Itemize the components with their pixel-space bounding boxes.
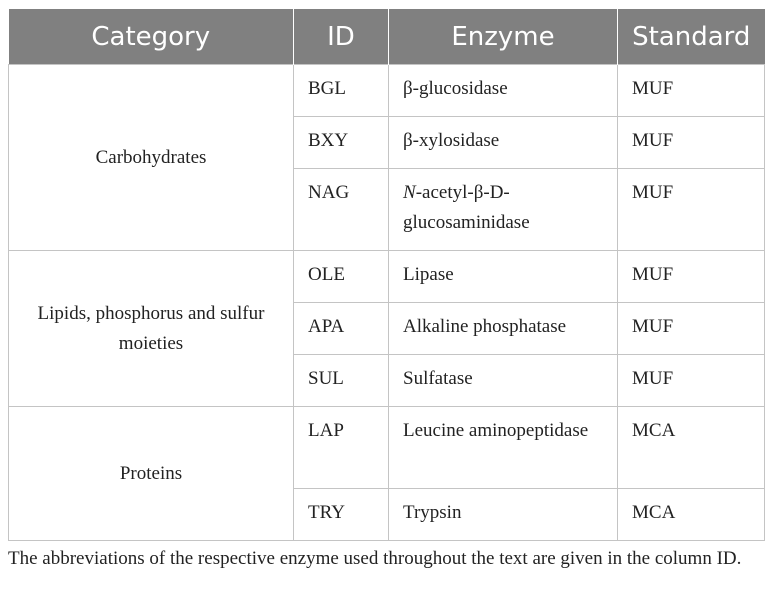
header-id: ID <box>294 9 389 65</box>
enzyme-cell: β-glucosidase <box>389 65 618 117</box>
id-cell: NAG <box>294 169 389 251</box>
table-row <box>9 65 765 117</box>
enzyme-cell: β-xylosidase <box>389 117 618 169</box>
standard-cell: MUF <box>618 303 765 355</box>
header-category: Category <box>9 9 294 65</box>
category-cell-lipids: Lipids, phosphorus and sulfur moieties <box>9 251 294 407</box>
id-cell: TRY <box>294 489 389 541</box>
id-cell: BXY <box>294 117 389 169</box>
enzyme-name: -acetyl-β-D-glucosaminidase <box>403 182 530 233</box>
id-cell: APA <box>294 303 389 355</box>
standard-cell: MUF <box>618 65 765 117</box>
id-cell: BGL <box>294 65 389 117</box>
standard-cell: MUF <box>618 251 765 303</box>
enzyme-italic-prefix: N <box>403 182 416 203</box>
table-row <box>9 407 765 489</box>
standard-cell: MUF <box>618 355 765 407</box>
id-cell: SUL <box>294 355 389 407</box>
standard-cell: MUF <box>618 169 765 251</box>
enzyme-cell: Sulfatase <box>389 355 618 407</box>
header-enzyme: Enzyme <box>389 9 618 65</box>
header-standard: Standard <box>618 9 765 65</box>
enzyme-cell: Leucine aminopeptidase <box>389 407 618 489</box>
category-cell-carbohydrates: Carbohydrates <box>9 65 294 251</box>
standard-cell: MUF <box>618 117 765 169</box>
enzyme-cell <box>389 169 618 251</box>
enzyme-cell: Trypsin <box>389 489 618 541</box>
standard-cell: MCA <box>618 407 765 489</box>
id-cell: OLE <box>294 251 389 303</box>
enzyme-table <box>8 9 765 541</box>
table-row <box>9 251 765 303</box>
category-cell-proteins: Proteins <box>9 407 294 541</box>
standard-cell: MCA <box>618 489 765 541</box>
table-footnote: The abbreviations of the respective enzyme used throughout the text are given in the column ID. <box>8 548 742 569</box>
enzyme-cell: Lipase <box>389 251 618 303</box>
enzyme-cell: Alkaline phosphatase <box>389 303 618 355</box>
table-header-row <box>9 9 765 65</box>
id-cell: LAP <box>294 407 389 489</box>
